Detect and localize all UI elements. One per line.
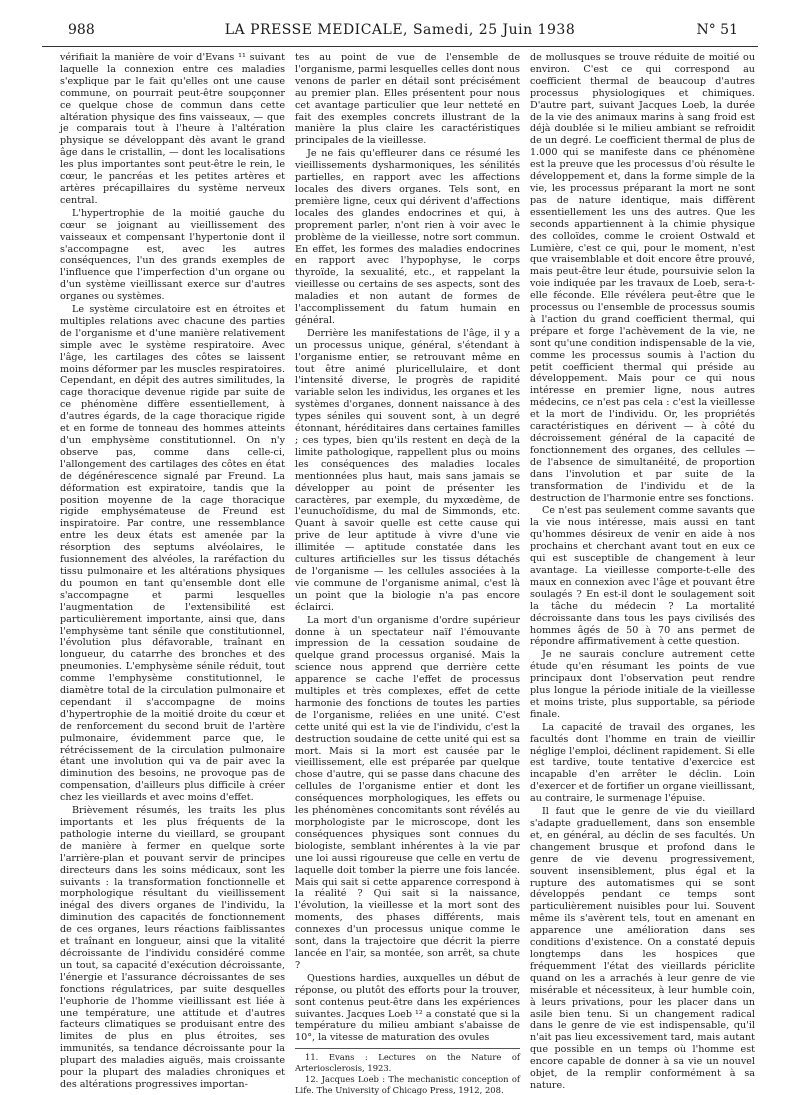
paragraph: Le système circulatoire est en étroites et multiples relations avec chacune des parties de l'organisme et d'une manière relativement simple avec le système respiratoire. Avec l'âge, les cartilages des côtes se laissent moins déformer par les muscles respiratoires. Cependant, en dépit des autres similitudes, la cage thoracique devenue rigide par suite de ce phénomène diffère essentiellement, à d'autres égards, de la cage thoracique rigide et en forme de tonneau des hommes atteints d'un emphysème constitutionnel. On n'y observe pas, comme dans celle-ci, l'allongement des cartilages des côtes en état de dégénérescence signalé par Freund. La déformation est expiratoire, tandis que la position moyenne de la cage thoracique rigide emphysémateuse de Freund est inspiratoire. Par contre, une ressemblance entre les deux états est amenée par la résorption des septums alvéolaires, le fusionnement des alvéoles, la raréfaction du tissu pulmonaire et les altérations physiques du poumon en tant qu'ensemble dont elle s'accompagne et parmi lesquelles l'augmentation de l'extensibilité est particulièrement importante, ainsi que, dans l'emphysème tant sénile que constitutionnel, l'évolution plus défavorable, traînant en longueur, du catarrhe des bronches et des pneumonies. L'emphysème sénile réduit, tout comme l'emphysème constitutionnel, le diamètre total de la circulation pulmonaire et cependant il s'accompagne de moins d'hypertrophie de la moitié droite du cœur et de renforcement du second bruit de l'artère pulmonaire, évidemment parce que, le rétrécissement de la circulation pulmonaire étant une involution qui va de pair avec la diminution des besoins, ne provoque pas de compensation, d'ailleurs plus difficile à créer chez les vieillards et avec moins d'effet. [60,304,285,804]
paragraph: Ce n'est pas seulement comme savants que la vie nous intéresse, mais aussi en tant qu'hommes désireux de venir en aide à nos prochains et cherchant avant tout en eux ce qui est susceptible de changement à leur avantage. La vieillesse comporte-t-elle des maux en connexion avec l'âge et pouvant être soulagés ? En est-il dont le soulagement soit la tâche du médecin ? La mortalité décroissante dans tous les pays civilisés des hommes âgés de 50 à 70 ans permet de répondre affirmativement à cette question. [530,505,755,648]
paragraph: tes au point de vue de l'ensemble de l'organisme, parmi lesquelles celles dont nous venons de parler en détail sont précisément au premier plan. Elles présentent pour nous cet avantage particulier que leur netteté en fait des exemples concrets illustrant de la manière la plus claire les caractéristiques principales de la vieillesse. [295,52,520,147]
page-header [42,22,758,44]
page-number: 988 [68,22,95,38]
column-3 [530,52,755,1091]
paragraph: Derrière les manifestations de l'âge, il y a un processus unique, général, s'étendant à l'organisme entier, se retrouvant même en tout être animé pluricellulaire, et dont l'intensité diverse, le progrès de rapidité variable selon les individus, les organes et les systèmes d'organes, donnent naissance à des types séniles qui souvent sont, à un degré étonnant, héréditaires dans certaines familles ; ces types, bien qu'ils restent en deçà de la limite pathologique, rappellent plus ou moins les conséquences des maladies locales mentionnées plus haut, mais sans jamais se développer au point de présenter les caractères, par exemple, du myxœdème, de l'eunuchoïdisme, du mal de Simmonds, etc. Quant à savoir quelle est cette cause qui prive de leur aptitude à vivre d'une vie illimitée — aptitude constatée dans les cultures artificielles sur les tissus détachés de l'organisme — les cellules associées à la vie commune de l'organisme animal, c'est là un point que la biologie n'a pas encore éclairci. [295,327,520,613]
paragraph: Il faut que le genre de vie du vieillard s'adapte graduellement, dans son ensemble et, en général, au déclin de ses facultés. Un changement brusque et profond dans le genre de vie devenu progressivement, souvent insensiblement, plus égal et la rupture des automatismes qui se sont développés pendant ce temps sont particulièrement nuisibles pour lui. Souvent même ils s'avèrent tels, tout en amenant en apparence une amélioration dans ses conditions d'existence. On a constaté depuis longtemps dans les hospices que fréquemment l'état des vieillards périclite quand on les a arrachés à leur genre de vie misérable et nécessiteux, à leur humble coin, à leurs privations, pour les placer dans un asile bien tenu. Si un changement radical dans le genre de vie est indispensable, qu'il n'ait pas lieu excessivement tard, mais autant que possible en un temps où l'homme est encore capable de donner à sa vie un nouvel objet, de la remplir conformément à sa nature. [530,806,755,1091]
paragraph: Questions hardies, auxquelles un début de réponse, ou plutôt des efforts pour la trouver, sont contenus peut-être dans les expériences suivantes. Jacques Loeb ¹² a constaté que si la température du milieu ambiant s'abaisse de 10°, la vitesse de maturation des ovules [295,972,520,1044]
issue-number: N° 51 [696,22,738,38]
paragraph: vérifiait la manière de voir d'Evans ¹¹ suivant laquelle la connexion entre ces maladies s'explique par le fait qu'elles ont une cause commune, on pourrait peut-être soupçonner ce quelque chose de commun dans cette altération physique des fins vaisseaux, — que je comparais tout à l'heure à l'altération physique se développant dès avant le grand âge dans le cristallin, — dont les localisations les plus importantes sont peut-être le rein, le cœur, le pancréas et les petites artères et artères précapillaires du système nerveux central. [60,52,285,206]
footnote: 12. Jacques Loeb : The mechanistic conception of Life. The University of Chicago Press, 1912, 208. [295,1074,520,1095]
paragraph: La capacité de travail des organes, les facultés dont l'homme en train de vieillir néglige l'emploi, déclinent rapidement. Si elle est tardive, toute tentative d'exercice est incapable d'en arrêter le déclin. Loin d'exercer et de fortifier un organe vieillissant, au contraire, le surmenage l'épuise. [530,721,755,805]
article-body [60,52,760,1095]
header-rule [42,46,758,47]
paragraph: Je ne saurais conclure autrement cette étude qu'en résumant les points de vue principaux dont l'observation peut rendre plus longue la période initiale de la vieillesse et moins triste, plus supportable, sa période finale. [530,649,755,720]
footnotes [295,1048,520,1095]
column-2 [295,52,520,1095]
paragraph: La mort d'un organisme d'ordre supérieur donne à un spectateur naïf l'émouvante impression de la cessation soudaine de quelque grand processus organisé. Mais la science nous apprend que derrière cette apparence se cache l'effet de processus multiples et très complexes, effet de cette harmonie des fonctions de toutes les parties de l'organisme, reliées en une unité. C'est cette unité qui est la vie de l'individu, c'est la destruction soudaine de cette unité qui est sa mort. Mais si la mort est causée par le vieillissement, elle est préparée par quelque chose d'autre, qui se passe dans chacune des cellules de l'organisme entier et dont les conséquences morphologiques, les effets ou les phénomènes concomitants sont révélés au morphologiste par le microscope, dont les conséquences physiques sont connues du biologiste, semblant inhérentes à la vie par une loi aussi rigoureuse que celle en vertu de laquelle doit tomber la pierre une fois lancée. Mais qui sait si cette apparence correspond à la réalité ? Qui sait si la naissance, l'évolution, la vieillesse et la mort sont des moments, des phases différents, mais connexes d'un processus unique comme le sont, dans la trajectoire que décrit la pierre lancée en l'air, sa montée, son arrêt, sa chute ? [295,614,520,971]
paragraph: Brièvement résumés, les traits les plus importants et les plus fréquents de la pathologie interne du vieillard, se groupant de manière à fermer en quelque sorte l'arrière-plan et pouvant servir de principes directeurs dans les soins médicaux, sont les suivants : la transformation fonctionnelle et morphologique résultant du vieillissement inégal des divers organes de l'individu, la diminution des capacités de fonctionnement de ces organes, leurs réactions faiblissantes et traînant en longueur, ainsi que la vitalité décroissante de l'individu considéré comme un tout, sa capacité d'exécution décroissante, l'énergie et l'assurance décroissantes de ses fonctions régulatrices, par suite desquelles l'euphorie de l'homme vieillissant est liée à une température, une attitude et d'autres facteurs climatiques se produisant entre des limites de plus en plus étroites, ses immunités, sa tendance décroissante pour la plupart des maladies aiguës, mais croissante pour la plupart des maladies chroniques et des altérations progressives importan- [60,805,285,1090]
column-1 [60,52,285,1090]
paragraph: L'hypertrophie de la moitié gauche du cœur se joignant au vieillissement des vaisseaux et compensant l'hypertonie dont il s'accompagne est, avec les autres conséquences, l'un des grands exemples de l'influence que l'imperfection d'un organe ou d'un système vieillissant exerce sur d'autres organes ou systèmes. [60,207,285,303]
journal-title: LA PRESSE MEDICALE, Samedi, 25 Juin 1938 [224,22,576,38]
paragraph: de mollusques se trouve réduite de moitié ou environ. C'est ce qui correspond au coefficient thermal de beaucoup d'autres processus physiologiques et chimiques. D'autre part, suivant Jacques Loeb, la durée de la vie des animaux marins à sang froid est déjà doublée si le milieu ambiant se refroidit de un degré. Le coefficient thermal de plus de 1.000 qui se manifeste dans ce phénomène est la preuve que les processus d'où résulte le développement et, dans la forme simple de la vie, les processus préparant la mort ne sont pas de nature identique, mais diffèrent essentiellement les uns des autres. Que les seconds appartiennent à la chimie physique des colloïdes, comme le croient Ostwald et Lumière, c'est ce qui, pour le moment, n'est que vraisemblable et doit encore être prouvé, mais peut-être leur étude, poursuivie selon la voie indiquée par les travaux de Loeb, sera-t-elle féconde. Elle révélera peut-être que le processus ou l'ensemble de processus soumis à l'action du grand coefficient thermal, qui prépare et forge l'achèvement de la vie, ne sont qu'une condition indispensable de la vie, comme les processus soumis à l'action du petit coefficient thermal qui préside au développement. Mais pour ce qui nous intéresse en premier ligne, nous autres médecins, ce n'est pas cela : c'est la vieillesse et la mort de l'individu. Or, les propriétés caractéristiques en dérivent — à côté du décroissement général de la capacité de fonctionnement des organes, des cellules — de l'absence de simultanéité, de proportion dans l'involution et par suite de la transformation de l'individu et de la destruction de l'harmonie entre ses fonctions. [530,52,755,504]
paragraph: Je ne fais qu'effleurer dans ce résumé les vieillissements dysharmoniques, les sénilités partielles, en rapport avec les affections locales des divers organes. Tels sont, en première ligne, ceux qui dérivent d'affections locales des glandes endocrines et qui, à proprement parler, n'ont rien à voir avec le problème de la vieillesse, notre sort commun. En effet, les formes des maladies endocrines en rapport avec l'hypophyse, le corps thyroïde, la sexualité, etc., et rappelant la vieillesse ou certains de ses aspects, sont des maladies et non autant de formes de l'accomplissement du fatum humain en général. [295,148,520,326]
footnote: 11. Evans : Lectures on the Nature of Arteriosclerosis, 1923. [295,1052,520,1073]
